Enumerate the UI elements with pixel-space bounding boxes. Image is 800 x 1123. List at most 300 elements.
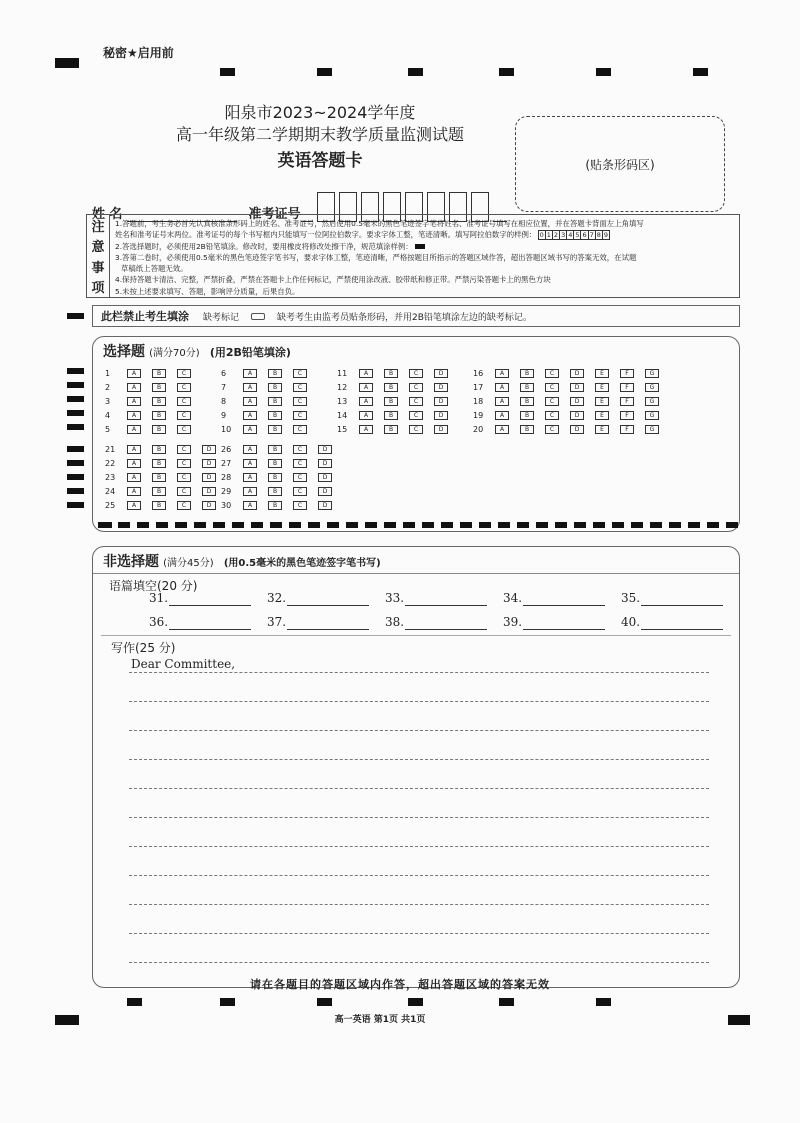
question-row [105, 395, 202, 407]
question-row [105, 423, 202, 435]
question-number: 25 [105, 500, 116, 510]
sample-digit: 4 [568, 231, 573, 240]
notes-label-char: 意 [91, 240, 105, 256]
option-bubble-a[interactable]: A [495, 383, 509, 392]
question-number: 7 [221, 382, 227, 392]
option-bubble-d[interactable]: D [202, 459, 216, 468]
option-bubble-b[interactable]: B [268, 383, 282, 392]
notes-line-text: 姓名和准考证号末两位。准考证号的每个书写框内只能填写一位阿拉伯数字。要求字体工整，笔迹清晰。填写阿拉伯数字的样例： [115, 230, 537, 240]
option-bubble-f[interactable]: F [620, 425, 634, 434]
timing-mark [67, 410, 84, 416]
option-bubble-d[interactable]: D [570, 425, 584, 434]
option-bubble-b[interactable]: B [152, 487, 166, 496]
option-bubble-g[interactable]: G [645, 397, 659, 406]
absent-mark-box[interactable] [251, 313, 265, 320]
option-bubble-g[interactable]: G [645, 369, 659, 378]
option-bubble-a[interactable]: A [243, 369, 257, 378]
option-bubble-c[interactable]: C [293, 411, 307, 420]
notes-label-char: 项 [91, 280, 105, 296]
option-bubble-b[interactable]: B [152, 473, 166, 482]
question-number: 5 [105, 424, 111, 434]
notes-box [86, 214, 740, 298]
option-bubble-c[interactable]: C [409, 411, 423, 420]
sample-digit: 5 [575, 231, 580, 240]
option-bubble-c[interactable]: C [545, 397, 559, 406]
option-bubble-b[interactable]: B [384, 383, 398, 392]
question-row [221, 457, 343, 469]
option-bubble-b[interactable]: B [268, 473, 282, 482]
cloze-blank[interactable] [621, 615, 723, 630]
option-bubble-d[interactable]: D [318, 487, 332, 496]
timing-mark [499, 68, 514, 76]
sample-digit: 0 [539, 231, 544, 240]
choice-title: 选择题 [103, 344, 145, 360]
question-number: 20 [473, 424, 484, 434]
sample-digit: 2 [553, 231, 559, 240]
option-bubble-b[interactable]: B [520, 383, 534, 392]
option-bubble-a[interactable]: A [359, 383, 373, 392]
question-number: 16 [473, 368, 484, 378]
writing-line[interactable] [129, 701, 709, 702]
question-number: 29 [221, 486, 232, 496]
question-row [105, 457, 227, 469]
question-row [221, 485, 343, 497]
option-bubble-a[interactable]: A [127, 411, 141, 420]
option-bubble-b[interactable]: B [268, 397, 282, 406]
option-bubble-b[interactable]: B [152, 383, 166, 392]
choice-score: (满分70分) [149, 348, 200, 359]
option-bubble-b[interactable]: B [384, 397, 398, 406]
option-bubble-b[interactable]: B [268, 425, 282, 434]
question-number: 18 [473, 396, 484, 406]
timing-mark [317, 998, 332, 1006]
option-bubble-c[interactable]: C [177, 425, 191, 434]
writing-line[interactable] [129, 672, 709, 673]
option-bubble-b[interactable]: B [520, 425, 534, 434]
timing-mark [67, 446, 84, 452]
option-bubble-g[interactable]: G [645, 425, 659, 434]
notes-label [87, 215, 110, 297]
timing-mark [67, 460, 84, 466]
option-bubble-b[interactable]: B [520, 369, 534, 378]
writing-line[interactable] [129, 730, 709, 731]
writing-line[interactable] [129, 875, 709, 876]
option-bubble-d[interactable]: D [570, 369, 584, 378]
timing-mark [67, 424, 84, 430]
question-number: 19 [473, 410, 484, 420]
cloze-blank-number: 38. [385, 615, 405, 629]
nonchoice-section [92, 546, 740, 988]
option-bubble-b[interactable]: B [268, 445, 282, 454]
cloze-blank-line [405, 591, 487, 606]
option-bubble-d[interactable]: D [202, 501, 216, 510]
sample-digit: 7 [589, 231, 594, 240]
notes-line: 5.未按上述要求填写、答题，影响评分质量，后果自负。 [115, 286, 300, 296]
notes-line-text: 2.答选择题时，必须使用2B铅笔填涂。修改时，要用橡皮将修改处擦干净，规范填涂样例： [115, 241, 413, 251]
option-bubble-c[interactable]: C [409, 369, 423, 378]
exam-name-title: 高一年级第二学期期末教学质量监测试题 [175, 125, 464, 144]
question-row [105, 471, 227, 483]
writing-line[interactable] [129, 962, 709, 963]
option-bubble-c[interactable]: C [293, 459, 307, 468]
digit-sample [539, 230, 610, 240]
writing-title: 写作(25 分) [111, 641, 176, 655]
option-bubble-a[interactable]: A [243, 383, 257, 392]
notes-line [115, 229, 733, 240]
question-number: 26 [221, 444, 232, 454]
question-number: 12 [337, 382, 348, 392]
question-row [105, 409, 202, 421]
cloze-area [101, 573, 731, 636]
exam-year-title: 阳泉市2023~2024学年度 [224, 103, 416, 122]
question-number: 28 [221, 472, 232, 482]
option-bubble-c[interactable]: C [177, 411, 191, 420]
option-bubble-d[interactable]: D [434, 425, 448, 434]
option-bubble-d[interactable]: D [202, 445, 216, 454]
option-bubble-a[interactable]: A [127, 397, 141, 406]
cloze-blank[interactable] [503, 615, 605, 630]
option-bubble-c[interactable]: C [545, 383, 559, 392]
sample-digit: 3 [561, 231, 566, 240]
option-bubble-d[interactable]: D [570, 411, 584, 420]
cloze-blank[interactable] [267, 591, 369, 606]
option-bubble-d[interactable]: D [318, 473, 332, 482]
option-bubble-a[interactable]: A [127, 501, 141, 510]
timing-mark [408, 998, 423, 1006]
timing-mark [127, 998, 142, 1006]
option-bubble-a[interactable]: A [127, 459, 141, 468]
absent-instruction: 缺考考生由监考员贴条形码，并用2B铅笔填涂左边的缺考标记。 [277, 312, 532, 323]
option-bubble-c[interactable]: C [177, 501, 191, 510]
cloze-blank-number: 33. [385, 591, 405, 605]
timing-mark [67, 396, 84, 402]
option-bubble-c[interactable]: C [293, 445, 307, 454]
option-bubble-b[interactable]: B [152, 445, 166, 454]
writing-line[interactable] [129, 759, 709, 760]
option-bubble-c[interactable]: C [545, 411, 559, 420]
cloze-blank-number: 36. [149, 615, 169, 629]
question-row [221, 409, 318, 421]
question-row [473, 367, 670, 379]
question-row [221, 381, 318, 393]
cloze-blank[interactable] [621, 591, 723, 606]
question-number: 10 [221, 424, 232, 434]
option-bubble-d[interactable]: D [202, 473, 216, 482]
option-bubble-c[interactable]: C [293, 473, 307, 482]
option-bubble-g[interactable]: G [645, 383, 659, 392]
option-bubble-a[interactable]: A [127, 487, 141, 496]
choice-tool: (用2B铅笔填涂) [209, 346, 291, 359]
cloze-blank[interactable] [385, 591, 487, 606]
option-bubble-d[interactable]: D [318, 501, 332, 510]
option-bubble-b[interactable]: B [268, 459, 282, 468]
timing-mark [408, 68, 423, 76]
question-number: 8 [221, 396, 227, 406]
option-bubble-a[interactable]: A [243, 487, 257, 496]
option-bubble-a[interactable]: A [127, 473, 141, 482]
option-bubble-a[interactable]: A [243, 473, 257, 482]
notes-line: 草稿纸上答题无效。 [121, 264, 188, 274]
option-bubble-a[interactable]: A [127, 369, 141, 378]
writing-line[interactable] [129, 904, 709, 905]
cloze-blank-line [169, 591, 251, 606]
question-number: 17 [473, 382, 484, 392]
cloze-blank-number: 37. [267, 615, 287, 629]
cloze-blank[interactable] [503, 591, 605, 606]
dash-timing-row [118, 522, 738, 528]
cloze-blank-line [523, 615, 605, 630]
option-bubble-c[interactable]: C [293, 369, 307, 378]
cloze-blank-number: 40. [621, 615, 641, 629]
timing-mark [67, 313, 84, 319]
question-row [473, 409, 670, 421]
option-bubble-c[interactable]: C [293, 383, 307, 392]
option-bubble-a[interactable]: A [359, 411, 373, 420]
option-bubble-b[interactable]: B [152, 411, 166, 420]
timing-mark [55, 58, 79, 68]
sample-digit: 8 [596, 231, 601, 240]
question-number: 21 [105, 444, 116, 454]
timing-mark [67, 502, 84, 508]
timing-mark [693, 68, 708, 76]
option-bubble-a[interactable]: A [243, 425, 257, 434]
question-row [221, 395, 318, 407]
notes-label-char: 事 [91, 260, 105, 276]
option-bubble-a[interactable]: A [495, 425, 509, 434]
page-number: 高一英语 第1页 共1页 [334, 1015, 426, 1025]
option-bubble-b[interactable]: B [384, 369, 398, 378]
timing-mark [67, 368, 84, 374]
option-bubble-b[interactable]: B [152, 501, 166, 510]
cloze-title: 语篇填空(20 分) [109, 579, 198, 593]
nonchoice-tool: (用0.5毫米的黑色笔迹签字笔书写) [223, 558, 381, 569]
question-row [105, 499, 227, 511]
question-row [221, 443, 343, 455]
notes-line: 4.保持答题卡清洁、完整，严禁折叠，严禁在答题卡上作任何标记，严禁使用涂改液、胶带纸和修正带。严禁污染答题卡上的黑色方块 [115, 275, 551, 285]
cloze-blank-line [641, 615, 723, 630]
option-bubble-g[interactable]: G [645, 411, 659, 420]
cloze-blank-number: 34. [503, 591, 523, 605]
option-bubble-e[interactable]: E [595, 397, 609, 406]
option-bubble-d[interactable]: D [202, 487, 216, 496]
option-bubble-e[interactable]: E [595, 383, 609, 392]
option-bubble-f[interactable]: F [620, 411, 634, 420]
option-bubble-f[interactable]: F [620, 369, 634, 378]
option-bubble-a[interactable]: A [127, 425, 141, 434]
absent-row [92, 305, 740, 327]
option-bubble-c[interactable]: C [177, 369, 191, 378]
option-bubble-c[interactable]: C [545, 425, 559, 434]
writing-line[interactable] [129, 933, 709, 934]
question-row [473, 381, 670, 393]
option-bubble-d[interactable]: D [434, 411, 448, 420]
notes-label-char: 注 [91, 220, 105, 236]
timing-mark [67, 382, 84, 388]
option-bubble-c[interactable]: C [293, 501, 307, 510]
option-bubble-b[interactable]: B [520, 411, 534, 420]
absent-title: 此栏禁止考生填涂 [101, 310, 189, 323]
option-bubble-a[interactable]: A [359, 369, 373, 378]
question-row [221, 471, 343, 483]
option-bubble-b[interactable]: B [152, 425, 166, 434]
nonchoice-header [93, 547, 739, 574]
option-bubble-c[interactable]: C [293, 397, 307, 406]
timing-mark [98, 522, 112, 528]
cloze-blank-number: 31. [149, 591, 169, 605]
timing-mark [67, 474, 84, 480]
option-bubble-a[interactable]: A [359, 425, 373, 434]
question-number: 9 [221, 410, 227, 420]
option-bubble-c[interactable]: C [177, 397, 191, 406]
barcode-area[interactable] [515, 116, 725, 212]
writing-line[interactable] [129, 817, 709, 818]
option-bubble-a[interactable]: A [127, 445, 141, 454]
writing-line[interactable] [129, 788, 709, 789]
option-bubble-b[interactable]: B [520, 397, 534, 406]
option-bubble-b[interactable]: B [152, 397, 166, 406]
question-number: 14 [337, 410, 348, 420]
cloze-blank-line [169, 615, 251, 630]
id-label: 准考证号 [248, 207, 301, 222]
question-row [105, 443, 227, 455]
option-bubble-d[interactable]: D [434, 397, 448, 406]
nonchoice-title-row [103, 551, 381, 571]
question-row [221, 367, 318, 379]
option-bubble-a[interactable]: A [243, 459, 257, 468]
cloze-blank[interactable] [149, 615, 251, 630]
sample-digit: 1 [546, 231, 551, 240]
question-number: 11 [337, 368, 348, 378]
timing-mark [317, 68, 332, 76]
timing-mark [67, 488, 84, 494]
question-number: 22 [105, 458, 116, 468]
question-number: 30 [221, 500, 232, 510]
option-bubble-c[interactable]: C [409, 383, 423, 392]
sample-digit: 9 [603, 231, 609, 240]
option-bubble-c[interactable]: C [177, 383, 191, 392]
option-bubble-d[interactable]: D [434, 383, 448, 392]
option-bubble-c[interactable]: C [545, 369, 559, 378]
absent-mark-label: 缺考标记 [203, 312, 240, 323]
option-bubble-c[interactable]: C [177, 445, 191, 454]
option-bubble-a[interactable]: A [495, 411, 509, 420]
option-bubble-d[interactable]: D [570, 397, 584, 406]
option-bubble-b[interactable]: B [268, 411, 282, 420]
option-bubble-f[interactable]: F [620, 397, 634, 406]
cloze-blank[interactable] [149, 591, 251, 606]
option-bubble-c[interactable]: C [409, 425, 423, 434]
option-bubble-c[interactable]: C [409, 397, 423, 406]
option-bubble-b[interactable]: B [384, 425, 398, 434]
option-bubble-a[interactable]: A [243, 411, 257, 420]
notes-line [115, 241, 733, 252]
option-bubble-a[interactable]: A [243, 445, 257, 454]
option-bubble-f[interactable]: F [620, 383, 634, 392]
cloze-blank-number: 32. [267, 591, 287, 605]
salutation-text: Dear Committee, [131, 657, 236, 671]
option-bubble-a[interactable]: A [127, 383, 141, 392]
timing-mark [596, 68, 611, 76]
question-row [221, 423, 318, 435]
option-bubble-e[interactable]: E [595, 425, 609, 434]
cloze-blank[interactable] [267, 615, 369, 630]
question-row [473, 423, 670, 435]
question-row [221, 499, 343, 511]
option-bubble-b[interactable]: B [268, 369, 282, 378]
option-bubble-b[interactable]: B [384, 411, 398, 420]
question-number: 4 [105, 410, 111, 420]
option-bubble-b[interactable]: B [268, 487, 282, 496]
question-row [337, 367, 459, 379]
choice-title-row [103, 341, 291, 361]
option-bubble-c[interactable]: C [293, 487, 307, 496]
question-row [337, 395, 459, 407]
footer-warning: 请在各题目的答题区域内作答，超出答题区域的答案无效 [250, 978, 550, 991]
notes-text [115, 218, 733, 297]
option-bubble-b[interactable]: B [152, 459, 166, 468]
choice-section [92, 336, 740, 532]
option-bubble-d[interactable]: D [570, 383, 584, 392]
option-bubble-a[interactable]: A [359, 397, 373, 406]
option-bubble-c[interactable]: C [177, 487, 191, 496]
barcode-area-label: (贴条形码区) [585, 157, 655, 172]
question-number: 27 [221, 458, 232, 468]
question-number: 13 [337, 396, 348, 406]
option-bubble-c[interactable]: C [177, 473, 191, 482]
option-bubble-b[interactable]: B [152, 369, 166, 378]
question-row [105, 381, 202, 393]
option-bubble-a[interactable]: A [243, 397, 257, 406]
question-row [105, 485, 227, 497]
name-label: 姓 名 [92, 207, 123, 222]
question-number: 3 [105, 396, 111, 406]
question-row [337, 423, 459, 435]
option-bubble-d[interactable]: D [434, 369, 448, 378]
cloze-blank-line [287, 615, 369, 630]
option-bubble-c[interactable]: C [293, 425, 307, 434]
question-number: 6 [221, 368, 227, 378]
nonchoice-title: 非选择题 [103, 554, 159, 570]
cloze-blank-line [405, 615, 487, 630]
sample-digit: 6 [582, 231, 587, 240]
question-number: 1 [105, 368, 111, 378]
option-bubble-d[interactable]: D [318, 459, 332, 468]
secret-label: 秘密★启用前 [103, 46, 174, 60]
question-row [105, 367, 202, 379]
question-row [473, 395, 670, 407]
option-bubble-a[interactable]: A [495, 369, 509, 378]
cloze-blank[interactable] [385, 615, 487, 630]
option-bubble-d[interactable]: D [318, 445, 332, 454]
answer-card-title: 英语答题卡 [277, 151, 363, 171]
timing-mark [596, 998, 611, 1006]
option-bubble-a[interactable]: A [495, 397, 509, 406]
option-bubble-e[interactable]: E [595, 369, 609, 378]
question-number: 15 [337, 424, 348, 434]
cloze-blank-number: 39. [503, 615, 523, 629]
option-bubble-b[interactable]: B [268, 501, 282, 510]
question-number: 24 [105, 486, 116, 496]
option-bubble-e[interactable]: E [595, 411, 609, 420]
writing-line[interactable] [129, 846, 709, 847]
option-bubble-c[interactable]: C [177, 459, 191, 468]
nonchoice-score: (满分45分) [163, 558, 214, 569]
notes-line: 1.答题前，考生务必首先认真核准条形码上的姓名、准考证号，然后使用0.5毫米的黑色笔迹签字笔将姓名、准考证号填写在相应位置，并在答题卡背面左上角填写 [115, 219, 644, 228]
option-bubble-a[interactable]: A [243, 501, 257, 510]
cloze-blank-line [287, 591, 369, 606]
timing-mark [220, 68, 235, 76]
cloze-blank-line [641, 591, 723, 606]
